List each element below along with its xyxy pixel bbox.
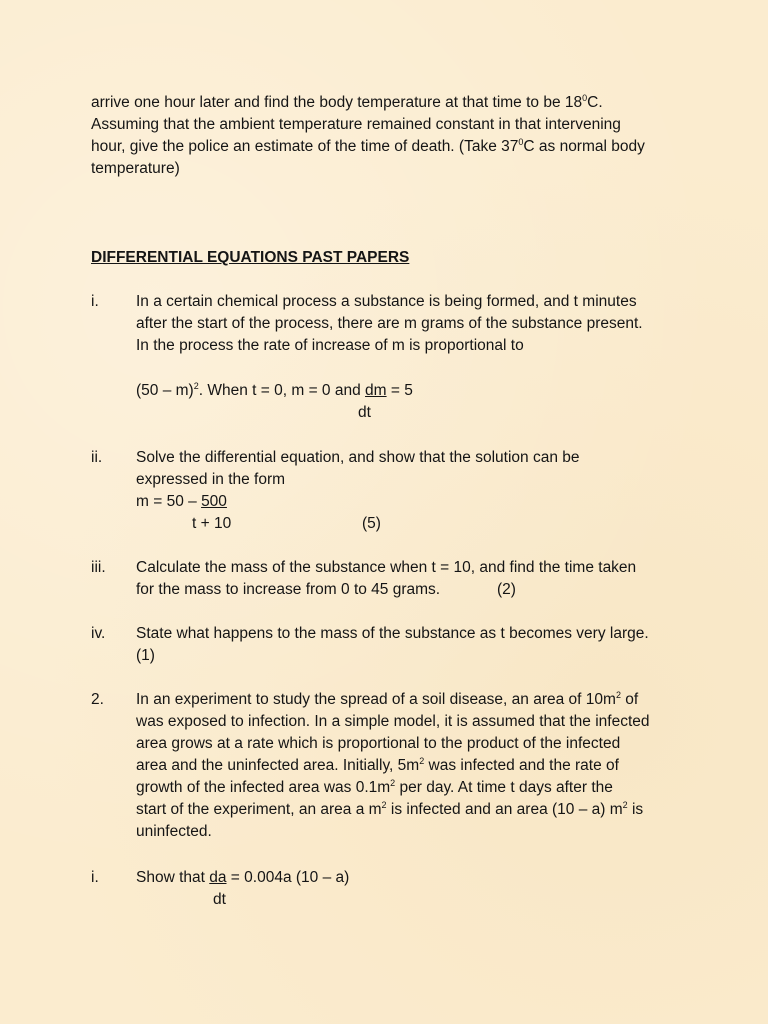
item-body [136,557,676,601]
item-line-text: is [627,801,644,818]
item-line-text: is infected and an area (10 – a) m [386,801,623,818]
item-number: iii. [91,559,106,576]
exponent-superscript: 2 [193,380,199,391]
equation-part: . When t = 0, m = 0 and [198,382,366,399]
item-line: uninfected. [136,823,212,840]
item-body [136,689,676,843]
intro-line-3-text: hour, give the police an estimate of the time of death. (Take 37 [91,138,519,155]
marks-label: (2) [497,581,516,598]
exponent-superscript: 2 [615,689,621,700]
item-line: In a certain chemical process a substance is being formed, and t minutes [136,293,637,310]
intro-line-1 [91,92,691,114]
fraction-numerator: dm [365,382,387,399]
item-line-text: of [620,691,639,708]
degree-superscript: 0 [518,136,524,147]
item-body [136,447,676,532]
item-line [136,755,676,777]
item-line: State what happens to the mass of the substance as t becomes very large. [136,625,649,642]
item-line-text: In an experiment to study the spread of a soil disease, an area of 10m [136,691,616,708]
intro-line-1-text: arrive one hour later and find the body temperature at that time to be 18 [91,94,583,111]
exponent-superscript: 2 [419,755,425,766]
equation-part: Show that [136,869,210,886]
equation-part: (50 – m) [136,382,194,399]
item-line: after the start of the process, there are m grams of the substance present. [136,315,643,332]
item-number: iv. [91,625,106,642]
degree-superscript: 0 [582,92,588,103]
intro-line-3-end: C as normal body [523,138,645,155]
exponent-superscript: 2 [390,777,396,788]
marks-label: (1) [136,647,155,664]
item-line-text: start of the experiment, an area a m [136,801,382,818]
section-heading: DIFFERENTIAL EQUATIONS PAST PAPERS [91,249,410,266]
item-body [136,867,676,908]
item-body [136,291,676,357]
equation-part: = 0.004a (10 – a) [226,869,350,886]
item-line: for the mass to increase from 0 to 45 grams. [136,581,441,598]
item-line: area grows at a rate which is proportional to the product of the infected [136,735,621,752]
exponent-superscript: 2 [622,799,628,810]
item-line-text: growth of the infected area was 0.1m [136,779,391,796]
item-number: ii. [91,449,103,466]
item-body [136,623,676,667]
intro-line-1-end: C. [587,94,603,111]
equation-line [136,491,676,513]
equation-line [136,867,676,889]
item-line: expressed in the form [136,471,286,488]
marks-label: (5) [362,515,381,532]
fraction-denominator: t + 10 [192,515,232,532]
item-number: i. [91,293,99,310]
item-line: In the process the rate of increase of m is proportional to [136,337,524,354]
exponent-superscript: 2 [381,799,387,810]
intro-line-2: Assuming that the ambient temperature remained constant in that intervening [91,116,621,133]
item-line: Solve the differential equation, and show that the solution can be [136,449,580,466]
item-number: 2. [91,691,104,708]
intro-line-3 [91,136,691,158]
equation-line [136,380,676,402]
equation-part: = 5 [386,382,413,399]
item-line-text: per day. At time t days after the [395,779,613,796]
item-line: was exposed to infection. In a simple model, it is assumed that the infected [136,713,650,730]
fraction-numerator: da [209,869,227,886]
item-number: i. [91,869,99,886]
item-line [136,777,676,799]
item-line: Calculate the mass of the substance when t = 10, and find the time taken [136,559,637,576]
equation-part: m = 50 – [136,493,202,510]
intro-line-4: temperature) [91,160,180,177]
item-line [136,689,676,711]
item-line-text: area and the uninfected area. Initially, 5m [136,757,420,774]
item-line-text: was infected and the rate of [424,757,619,774]
item-line [136,799,676,821]
fraction-denominator: dt [213,891,226,908]
intro-paragraph [91,92,691,180]
fraction-denominator: dt [358,404,371,421]
fraction-numerator: 500 [201,493,227,510]
equation-body [136,380,676,421]
